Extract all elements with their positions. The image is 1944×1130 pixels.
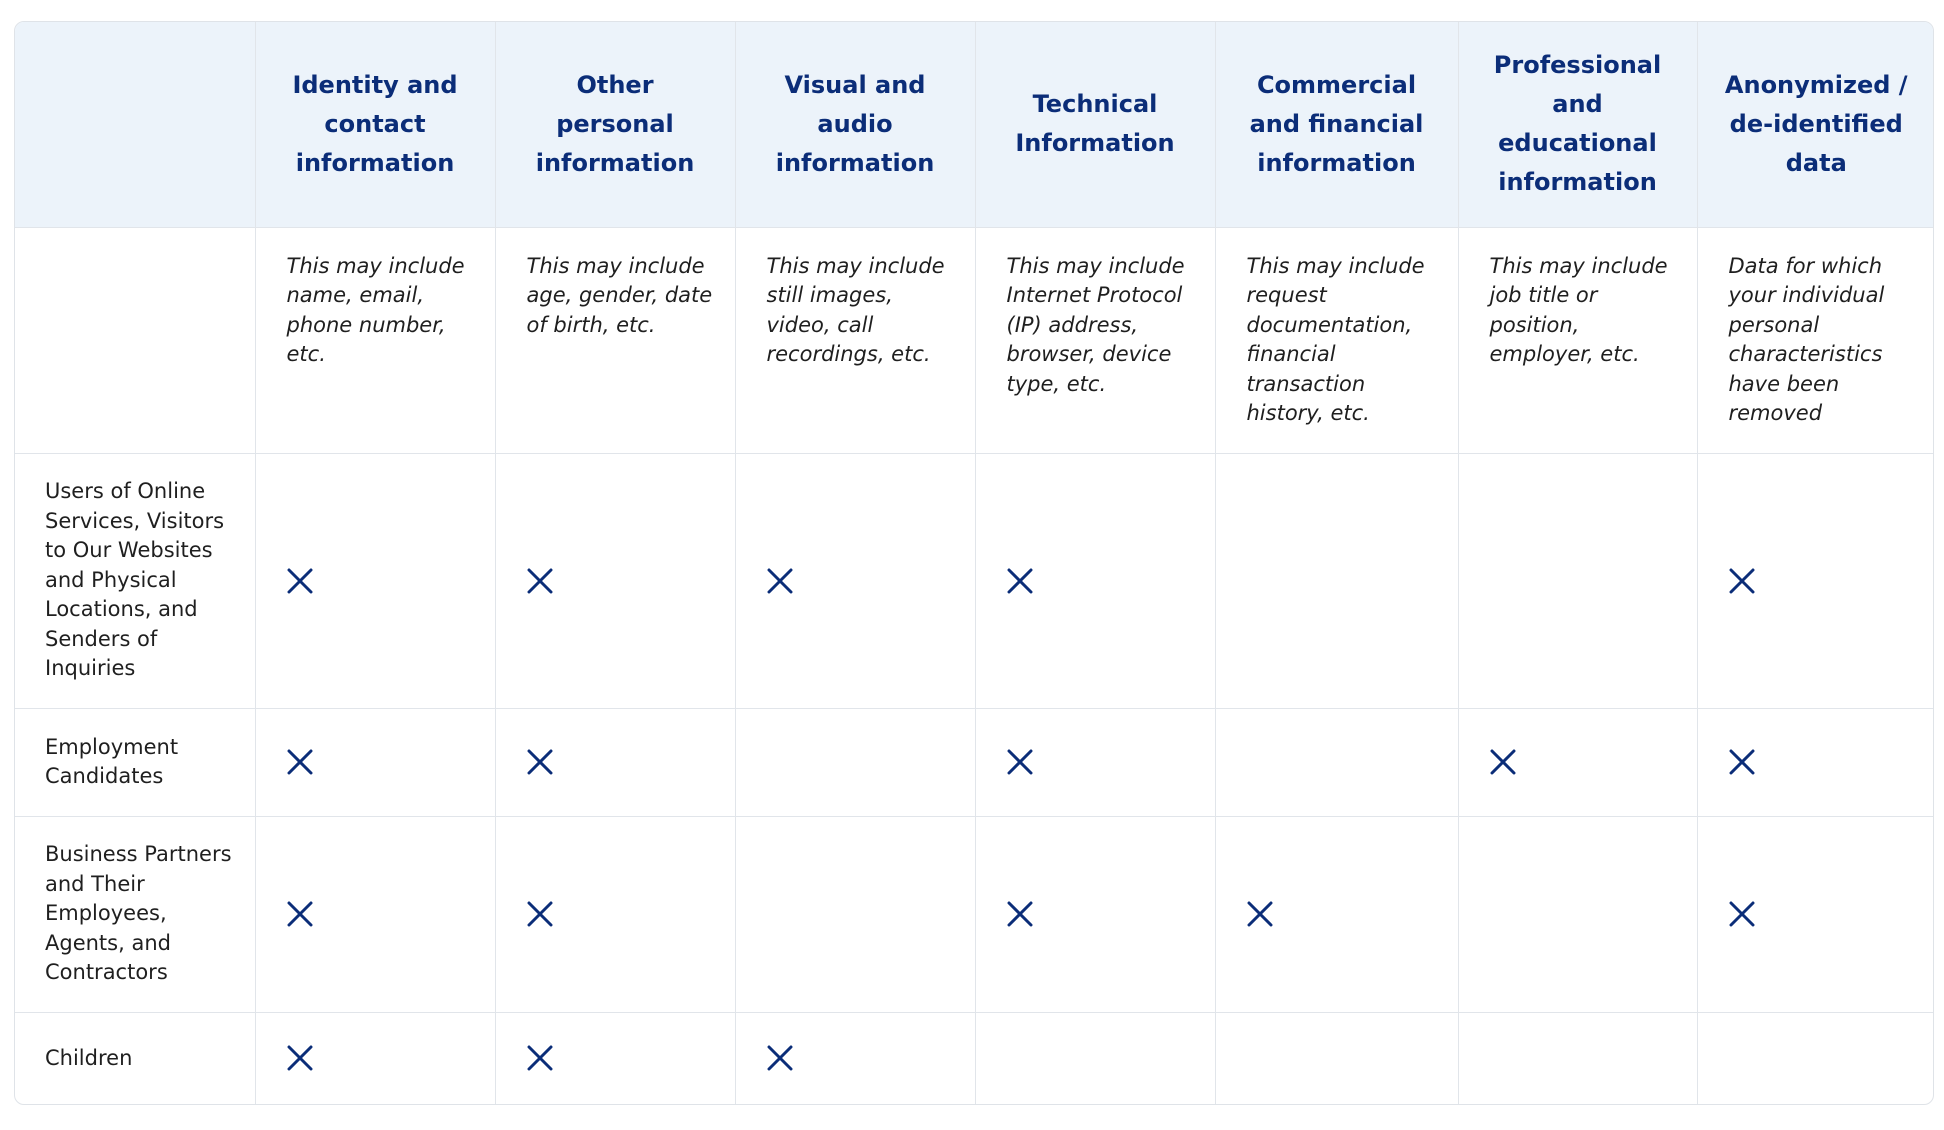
description-row	[15, 227, 1934, 453]
table-cell	[1697, 453, 1934, 708]
header-technical: Technical Information	[975, 22, 1215, 227]
data-categories-table-container	[14, 21, 1934, 1105]
header-other-personal: Other personal information	[495, 22, 735, 227]
table-cell	[495, 816, 735, 1012]
row-label: Business Partners and Their Employees, Agents, and Contractors	[15, 816, 255, 1012]
table-cell	[1697, 816, 1934, 1012]
x-mark-icon	[1247, 901, 1273, 927]
x-mark-icon	[287, 749, 313, 775]
x-mark-icon	[1007, 568, 1033, 594]
header-professional-educational: Professional and educational information	[1458, 22, 1697, 227]
x-mark-icon	[287, 901, 313, 927]
header-row	[15, 22, 1934, 227]
description-anonymized: Data for which your individual personal characteristics have been removed	[1697, 227, 1934, 453]
table-cell	[975, 453, 1215, 708]
description-visual-audio: This may include still images, video, call recordings, etc.	[735, 227, 975, 453]
table-cell	[1215, 816, 1458, 1012]
table-cell	[1697, 708, 1934, 816]
table-cell	[1215, 1012, 1458, 1104]
header-commercial-financial: Commercial and financial information	[1215, 22, 1458, 227]
x-mark-icon	[1729, 749, 1755, 775]
description-cell-empty	[15, 227, 255, 453]
table-row	[15, 708, 1934, 816]
x-mark-icon	[767, 1045, 793, 1071]
table-cell	[255, 708, 495, 816]
data-categories-table	[15, 22, 1934, 1104]
table-row	[15, 816, 1934, 1012]
table-row	[15, 453, 1934, 708]
table-cell	[1458, 816, 1697, 1012]
table-cell	[1215, 453, 1458, 708]
table-cell	[1697, 1012, 1934, 1104]
x-mark-icon	[1729, 568, 1755, 594]
row-label: Users of Online Services, Visitors to Our Websites and Physical Locations, and Senders of Inquiries	[15, 453, 255, 708]
table-cell	[975, 1012, 1215, 1104]
row-label: Employment Candidates	[15, 708, 255, 816]
header-cell-empty	[15, 22, 255, 227]
table-cell	[255, 453, 495, 708]
table-cell	[495, 1012, 735, 1104]
header-visual-audio: Visual and audio information	[735, 22, 975, 227]
row-label: Children	[45, 1045, 133, 1070]
header-identity-contact: Identity and contact information	[255, 22, 495, 227]
x-mark-icon	[287, 568, 313, 594]
header-anonymized: Anonymized / de-identified data	[1697, 22, 1934, 227]
description-professional-educational: This may include job title or position, employer, etc.	[1458, 227, 1697, 453]
description-identity-contact: This may include name, email, phone number, etc.	[255, 227, 495, 453]
table-cell	[975, 816, 1215, 1012]
table-cell	[1215, 708, 1458, 816]
x-mark-icon	[527, 749, 553, 775]
x-mark-icon	[1007, 901, 1033, 927]
table-cell	[735, 816, 975, 1012]
x-mark-icon	[527, 1045, 553, 1071]
x-mark-icon	[767, 568, 793, 594]
table-cell	[1458, 453, 1697, 708]
x-mark-icon	[527, 568, 553, 594]
table-cell	[735, 453, 975, 708]
description-technical: This may include Internet Protocol (IP) address, browser, device type, etc.	[975, 227, 1215, 453]
table-cell	[1458, 708, 1697, 816]
x-mark-icon	[1490, 749, 1516, 775]
description-commercial-financial: This may include request documentation, financial transaction history, etc.	[1215, 227, 1458, 453]
x-mark-icon	[1007, 749, 1033, 775]
table-cell	[735, 1012, 975, 1104]
x-mark-icon	[287, 1045, 313, 1071]
table-cell	[255, 1012, 495, 1104]
table-cell	[735, 708, 975, 816]
table-cell	[255, 816, 495, 1012]
table-row	[15, 1012, 1934, 1104]
x-mark-icon	[1729, 901, 1755, 927]
table-cell	[1458, 1012, 1697, 1104]
table-cell	[975, 708, 1215, 816]
description-other-personal: This may include age, gender, date of birth, etc.	[495, 227, 735, 453]
table-cell	[495, 708, 735, 816]
table-cell	[495, 453, 735, 708]
x-mark-icon	[527, 901, 553, 927]
